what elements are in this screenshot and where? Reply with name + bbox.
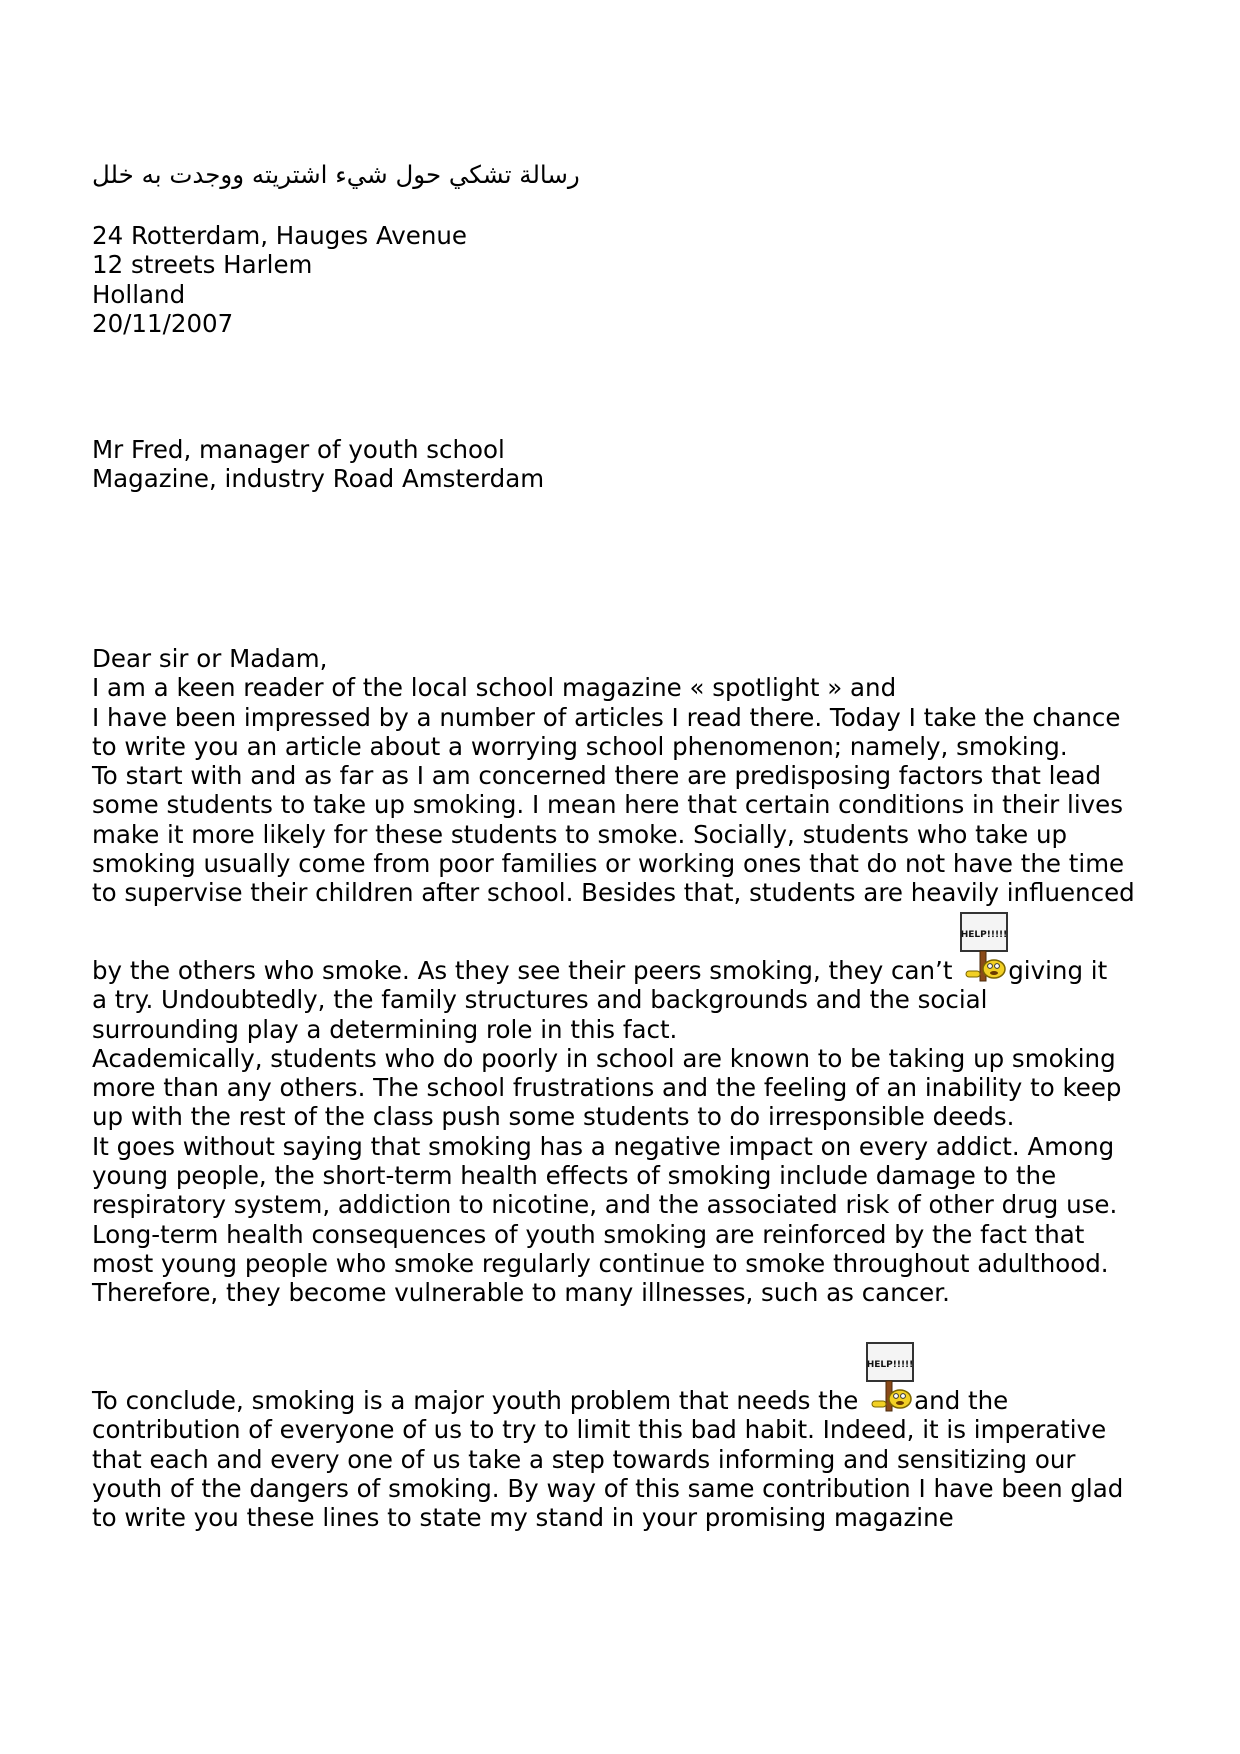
body-line: to supervise their children after school. Besides that, students are heavily influenced <box>92 878 1135 908</box>
help-sign-emoticon-icon <box>960 930 1008 979</box>
body-line: It goes without saying that smoking has a negative impact on every addict. Among <box>92 1131 1115 1161</box>
body-line: a try. Undoubtedly, the family structures and backgrounds and the social <box>92 985 988 1015</box>
salutation: Dear sir or Madam, <box>92 644 328 673</box>
help-sign-text: HELP!!!!! <box>960 930 1008 940</box>
body-line-with-sign <box>92 930 1172 985</box>
body-line: To start with and as far as I am concerned there are predisposing factors that lead <box>92 761 1102 791</box>
body-line: up with the rest of the class push some students to do irresponsible deeds. <box>92 1102 1015 1132</box>
body-line-with-sign <box>92 1360 1172 1415</box>
letter-body-part-1 <box>92 644 1172 908</box>
body-line: surrounding play a determining role in this fact. <box>92 1014 678 1044</box>
body-line-segment: by the others who smoke. As they see their peers smoking, they can’t <box>92 956 961 985</box>
body-line-segment: giving it <box>1008 956 1108 985</box>
letter-body-part-2 <box>92 930 1172 1308</box>
body-line: young people, the short-term health effects of smoking include damage to the <box>92 1161 1057 1191</box>
recipient-line-2: Magazine, industry Road Amsterdam <box>92 464 545 494</box>
heading-text: رسالة تشكي حول شيء اشتريته ووجدت به خلل <box>92 160 580 189</box>
body-line: I have been impressed by a number of articles I read there. Today I take the chance <box>92 702 1121 732</box>
body-line: Therefore, they become vulnerable to many illnesses, such as cancer. <box>92 1278 950 1308</box>
sender-address <box>92 221 1172 338</box>
body-line: that each and every one of us take a step towards informing and sensitizing our <box>92 1444 1076 1474</box>
letter-date: 20/11/2007 <box>92 308 234 338</box>
body-line-segment: To conclude, smoking is a major youth problem that needs the <box>92 1386 867 1415</box>
recipient-address <box>92 435 1172 494</box>
arabic-heading <box>92 160 1172 189</box>
body-line: Long-term health consequences of youth smoking are reinforced by the fact that <box>92 1219 1085 1249</box>
body-line: some students to take up smoking. I mean here that certain conditions in their lives <box>92 790 1123 820</box>
body-line: youth of the dangers of smoking. By way of this same contribution I have been glad <box>92 1473 1124 1503</box>
body-line: smoking usually come from poor families or working ones that do not have the time <box>92 849 1125 879</box>
letter-conclusion <box>92 1360 1172 1533</box>
body-line: most young people who smoke regularly continue to smoke throughout adulthood. <box>92 1248 1109 1278</box>
help-sign-emoticon-icon <box>866 1360 914 1409</box>
body-line: respiratory system, addiction to nicotine, and the associated risk of other drug use. <box>92 1190 1118 1220</box>
sender-line-1: 24 Rotterdam, Hauges Avenue <box>92 221 467 250</box>
body-line: more than any others. The school frustrations and the feeling of an inability to keep <box>92 1073 1122 1103</box>
sender-line-2: 12 streets Harlem <box>92 250 313 280</box>
recipient-line-1: Mr Fred, manager of youth school <box>92 435 505 464</box>
body-line: Academically, students who do poorly in school are known to be taking up smoking <box>92 1043 1116 1073</box>
body-line-segment: and the <box>914 1386 1009 1415</box>
body-line: contribution of everyone of us to try to limit this bad habit. Indeed, it is imperative <box>92 1415 1107 1445</box>
body-line: make it more likely for these students to smoke. Socially, students who take up <box>92 819 1068 849</box>
help-sign-text: HELP!!!!! <box>866 1360 914 1370</box>
body-line: to write you these lines to state my stand in your promising magazine <box>92 1503 954 1533</box>
body-line: I am a keen reader of the local school magazine « spotlight » and <box>92 673 897 703</box>
body-line: to write you an article about a worrying school phenomenon; namely, smoking. <box>92 731 1068 761</box>
sender-line-3: Holland <box>92 279 186 309</box>
